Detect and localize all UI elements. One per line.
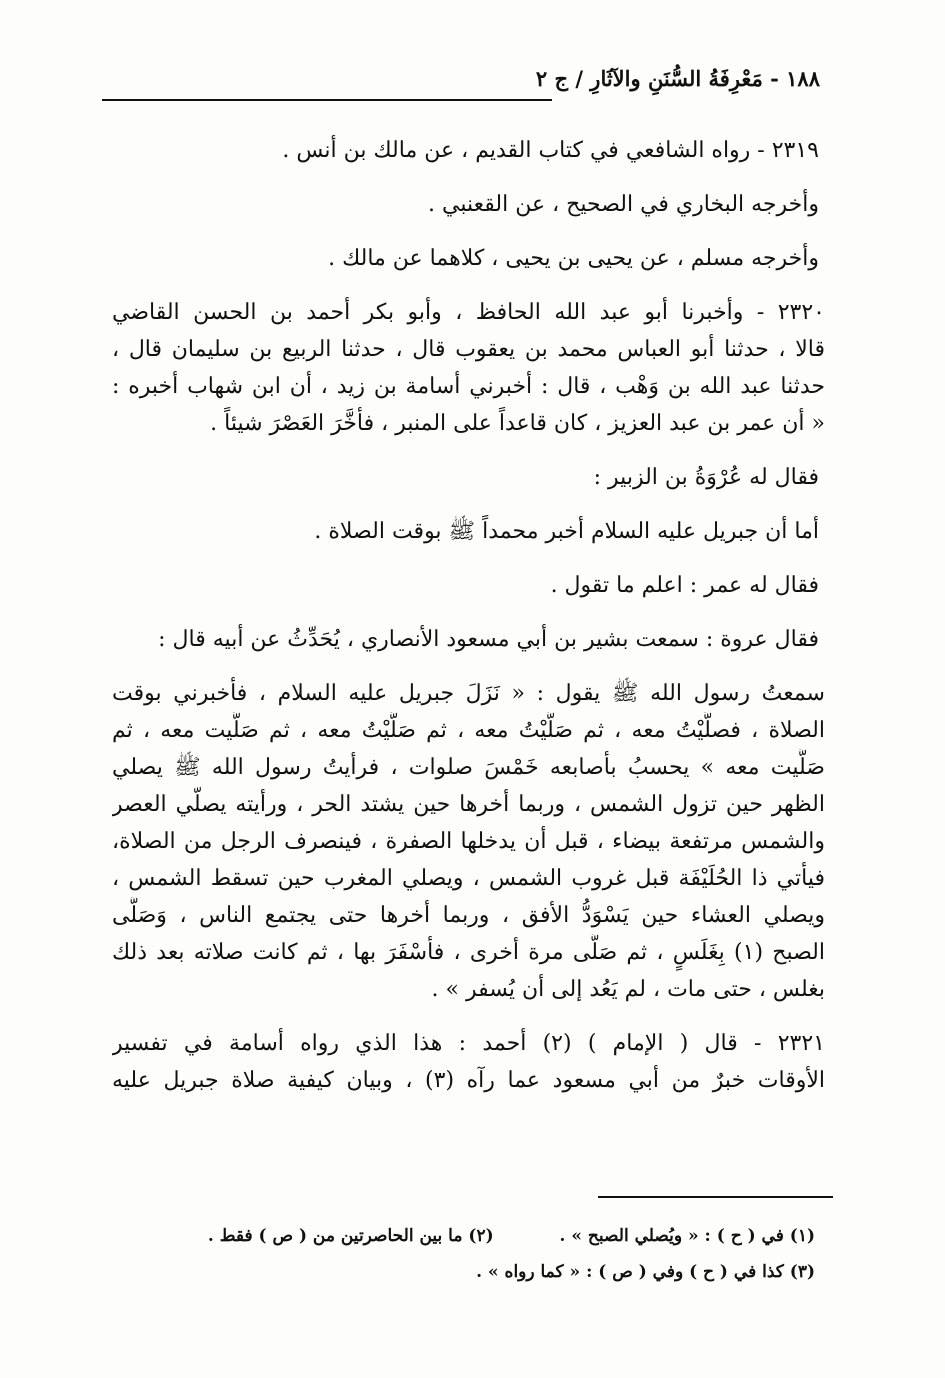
hadith-2319-line-1: ٢٣١٩ - رواه الشافعي في كتاب القديم ، عن مالك بن أنس . xyxy=(282,138,819,163)
text-line: وأخرجه مسلم ، عن يحيى بن يحيى ، كلاهما عن مالك . xyxy=(328,246,819,271)
footnote-row xyxy=(150,1254,815,1290)
hadith-2321-line-1: ٢٣٢١ - قال ( الإمام ) (٢) أحمد : هذا الذي رواه أسامة في تفسير xyxy=(112,1031,825,1056)
text-line: فقال له عمر : اعلم ما تقول . xyxy=(550,573,819,598)
main-text xyxy=(112,132,825,1099)
text-line: الصبح (١) بِغَلَسٍ ، ثم صَلَّى مرة أخرى ، فأسْفَرَ بها ، ثم كانت صلاته بعد ذلك xyxy=(112,940,825,965)
text-line: « أن عمر بن عبد العزيز ، كان قاعداً على المنبر ، فأخَّرَ العَصْرَ شيئاً . xyxy=(210,411,825,436)
text-line: بغلس ، حتى مات ، لم يَعُد إلى أن يُسفر » . xyxy=(431,977,825,1002)
footnotes xyxy=(150,1218,815,1290)
text-line: سمعتُ رسول الله ﷺ يقول : « نَزَلَ جبريل عليه السلام ، فأخبرني بوقت xyxy=(112,681,825,706)
text-line: ويصلي العشاء حين يَسْوَدُّ الأفق ، وربما أخرها حتى يجتمع الناس ، وَصَلَّى xyxy=(112,903,825,928)
footnote-3: (٣) كذا في ( ح ) وفي ( ص ) : « كما رواه » . xyxy=(476,1262,815,1282)
text-line: صَلَّيت معه » يحسبُ بأصابعه خَمْسَ صلوات ، فرأيتُ رسول الله ﷺ يصلي xyxy=(112,755,825,780)
header-rule xyxy=(102,99,552,101)
footnote-2: (٢) ما بين الحاصرتين من ( ص ) فقط . xyxy=(207,1226,494,1246)
text-line: وأخرجه البخاري في الصحيح ، عن القعنبي . xyxy=(428,192,819,217)
text-line: حدثنا عبد الله بن وَهْب ، قال : أخبرني أسامة بن زيد ، أن ابن شهاب أخبره : xyxy=(112,374,825,399)
text-line: الصلاة ، فصلَّيْتُ معه ، ثم صَلَّيْتُ معه ، ثم صَلَّيْتُ معه ، ثم صَلَّيت معه ، ثم xyxy=(112,718,825,743)
running-header: ١٨٨ - مَعْرِفَةُ السُّنَنِ والآثَارِ / ج ٢ xyxy=(535,66,820,91)
text-line: أما أن جبريل عليه السلام أخبر محمداً ﷺ بوقت الصلاة . xyxy=(314,519,819,544)
text-line: فقال عروة : سمعت بشير بن أبي مسعود الأنصاري ، يُحَدِّثُ عن أبيه قال : xyxy=(158,627,819,652)
footnote-1: (١) في ( ح ) : « ويُصلي الصبح » . xyxy=(559,1226,815,1246)
text-line: فيأتي ذا الحُلَيْفَة قبل غروب الشمس ، ويصلي المغرب حين تسقط الشمس ، xyxy=(112,866,825,891)
footnote-row xyxy=(150,1218,815,1254)
text-line: فقال له عُرْوَةُ بن الزبير : xyxy=(593,465,819,490)
text-line: قالا ، حدثنا أبو العباس محمد بن يعقوب قال ، حدثنا الربيع بن سليمان قال ، xyxy=(112,337,825,362)
text-line: والشمس مرتفعة بيضاء ، قبل أن يدخلها الصفرة ، فينصرف الرجل من الصلاة، xyxy=(112,829,825,854)
footnote-rule xyxy=(598,1196,833,1198)
text-line: الأوقات خبرٌ من أبي مسعود عما رآه (٣) ، وبيان كيفية صلاة جبريل عليه xyxy=(112,1068,825,1093)
hadith-2320-line-1: ٢٣٢٠ - وأخبرنا أبو عبد الله الحافظ ، وأبو بكر أحمد بن الحسن القاضي xyxy=(112,300,825,325)
text-line: الظهر حين تزول الشمس ، وربما أخرها حين يشتد الحر ، ورأيته يصلّي العصر xyxy=(112,792,825,817)
